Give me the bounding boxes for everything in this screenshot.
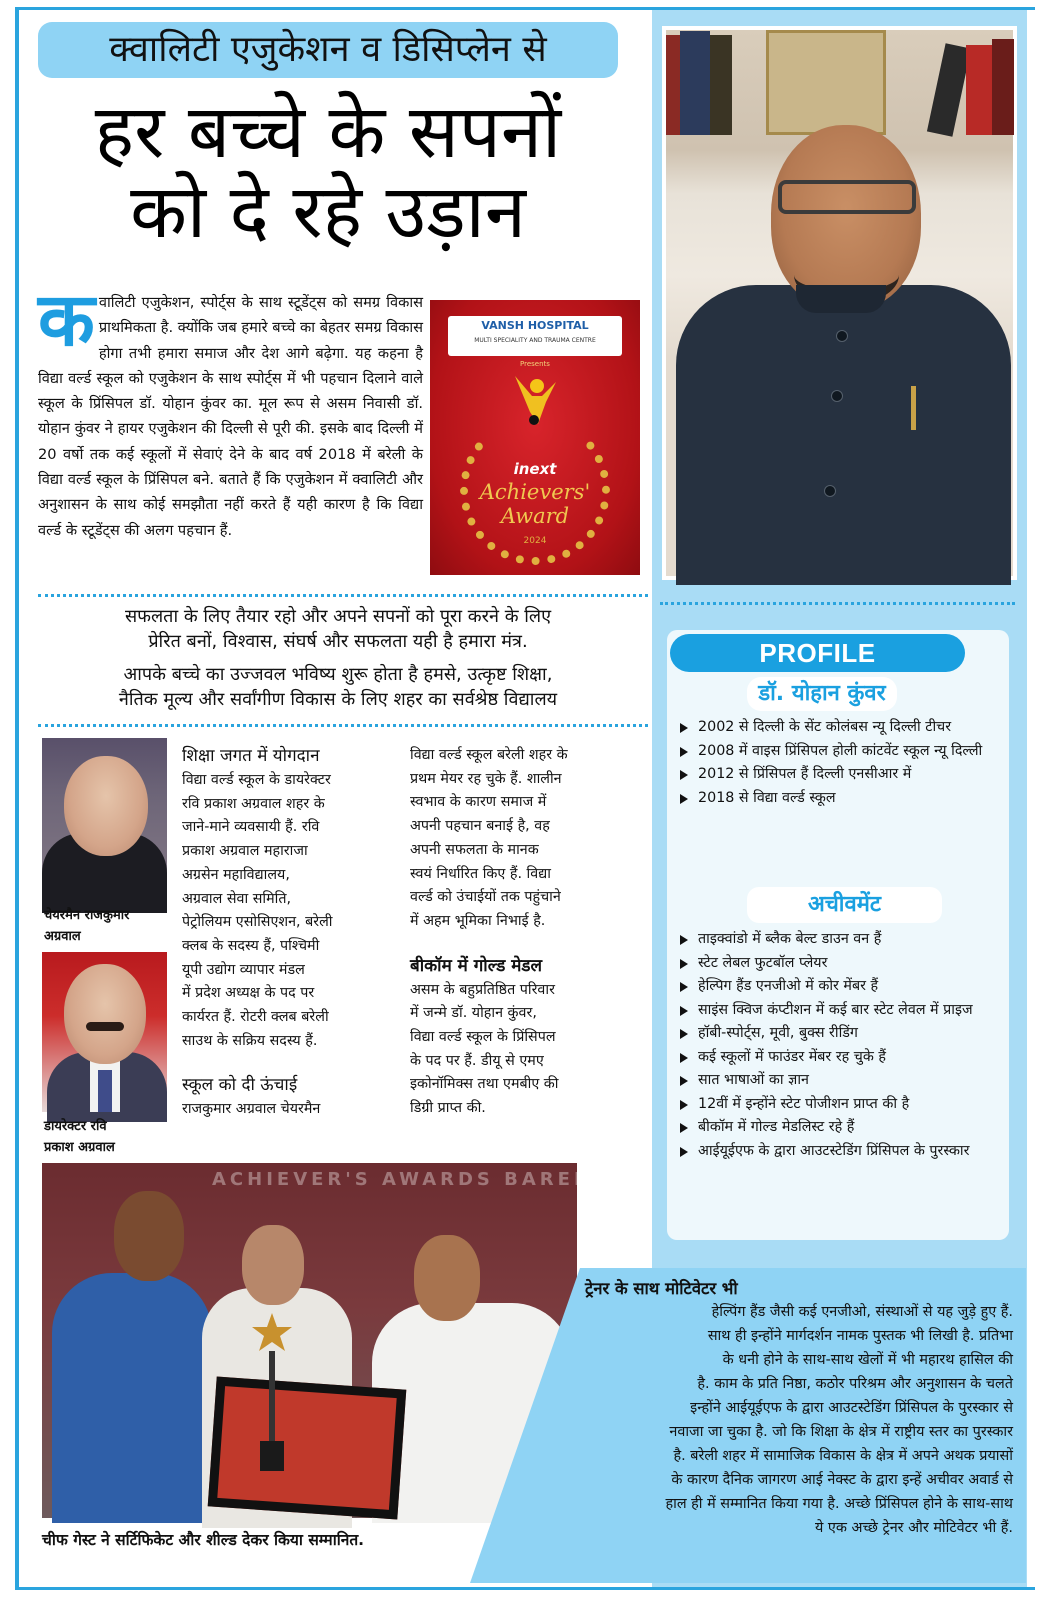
- list-item: कई स्कूलों में फाउंडर मेंबर रह चुके हैं: [678, 1046, 1000, 1070]
- list-item: ताइक्वांडो में ब्लैक बेल्ट डाउन वन हैं: [678, 928, 1000, 952]
- chairman-caption: [44, 905, 129, 947]
- list-item: 2018 से विद्या वर्ल्ड स्कूल: [678, 787, 1000, 811]
- bullet-triangle-icon: [680, 935, 688, 945]
- text-line: साउथ के सक्रिय सदस्य हैं.: [182, 1032, 318, 1049]
- bullet-triangle-icon: [680, 794, 688, 804]
- list-item: बीकॉम में गोल्ड मेडलिस्ट रहे हैं: [678, 1116, 1000, 1140]
- text-line: अग्रवाल सेवा समिति,: [182, 890, 292, 907]
- recipient-head: [114, 1191, 184, 1281]
- text-line: क्लब के सदस्य हैं, पश्चिमी: [182, 937, 320, 954]
- profile-title: PROFILE: [670, 634, 965, 672]
- text-line: नवाजा जा चुका है. जो कि शिक्षा के क्षेत्र में राष्ट्रीय स्तर का पुरस्कार: [669, 1424, 1013, 1440]
- text-line: डिग्री प्राप्त की.: [410, 1100, 486, 1117]
- motto-line-2: प्रेरित बनों, विश्वास, संघर्ष और सफलता यही है हमारा मंत्र.: [148, 631, 528, 652]
- headline-line-2: को दे रहे उड़ान: [130, 169, 526, 255]
- list-item: 12वीं में इन्होंने स्टेट पोजीशन प्राप्त की है: [678, 1093, 1000, 1117]
- bullet-triangle-icon: [680, 1100, 688, 1110]
- pen: [911, 386, 916, 430]
- achievements-title: अचीवमेंट: [747, 887, 942, 923]
- bullet-triangle-icon: [680, 747, 688, 757]
- dotted-divider: [38, 594, 648, 597]
- text-line: साथ ही इन्होंने मार्गदर्शन नामक पुस्तक भी लिखी है. प्रतिभा: [707, 1328, 1013, 1344]
- sponsor-logo: [448, 316, 622, 356]
- text-line: स्वयं निर्धारित किए हैं. विद्या: [410, 865, 551, 882]
- award-brand: inext: [513, 460, 557, 478]
- text-line: में प्रदेश अध्यक्ष के पद पर: [182, 985, 315, 1002]
- bullet-triangle-icon: [680, 959, 688, 969]
- coat-button: [836, 330, 848, 342]
- coat-collar: [796, 285, 886, 313]
- contribution-column: [182, 744, 397, 1122]
- presents-label: Presents: [520, 360, 550, 368]
- bullet-triangle-icon: [680, 1053, 688, 1063]
- bullet-triangle-icon: [680, 1147, 688, 1157]
- text-line: इन्होंने आईयूईएफ के द्वारा आउटस्टेडिंग प्रिंसिपल के पुरस्कार से: [690, 1400, 1013, 1416]
- bookshelf: [666, 30, 1013, 135]
- trainer-text: [493, 1300, 1013, 1540]
- director-caption: [44, 1116, 115, 1158]
- dotted-divider: [38, 724, 648, 727]
- motto-line-1: सफलता के लिए तैयार रहो और अपने सपनों को पूरा करने के लिए: [124, 606, 552, 627]
- bullet-triangle-icon: [680, 1123, 688, 1133]
- text-line: के पद पर हैं. डीयू से एमए: [410, 1052, 544, 1069]
- text-line: इकोनॉमिक्स तथा एमबीए की: [410, 1076, 559, 1093]
- director-photo: [42, 952, 167, 1112]
- top-border-rule: [15, 7, 1035, 10]
- award-title-line-2: Award: [500, 504, 570, 528]
- bullet-triangle-icon: [680, 982, 688, 992]
- star-trophy-icon: [252, 1313, 292, 1473]
- text-line: यूपी उद्योग व्यापार मंडल: [182, 961, 305, 978]
- text-line: में जन्मे डॉ. योहान कुंवर,: [410, 1005, 537, 1022]
- text-line: स्वभाव के कारण समाज में: [410, 794, 547, 811]
- chairman-photo: [42, 738, 167, 901]
- tagline-line-2: नैतिक मूल्य और सर्वांगीण विकास के लिए शहर का सर्वश्रेष्ठ विद्यालय: [118, 689, 558, 710]
- award-title: [430, 480, 640, 528]
- list-item: 2002 से दिल्ली के सेंट कोलंबस न्यू दिल्ली टीचर: [678, 716, 1000, 740]
- achievers-award-image: [430, 300, 640, 575]
- motto-quote: [38, 604, 638, 654]
- intro-paragraph: [38, 277, 423, 543]
- award-title-line-1: Achievers': [479, 480, 591, 504]
- text-line: है. काम के प्रति निष्ठा, कठोर परिश्रम और अनुशासन के चलते: [697, 1376, 1013, 1392]
- text-line: ये एक अच्छे ट्रेनर और मोटिवेटर भी हैं.: [814, 1520, 1013, 1536]
- text-line: है. बरेली शहर में सामाजिक विकास के क्षेत्र में अपने अथक प्रयासों: [673, 1448, 1013, 1464]
- subheading-school-height: स्कूल को दी ऊंचाई: [182, 1075, 298, 1096]
- text-line: जाने-माने व्यवसायी हैं. रवि: [182, 819, 320, 836]
- school-tagline: [38, 662, 638, 712]
- director-caption-line-1: डायरेक्टर रवि: [44, 1119, 107, 1134]
- list-item: हेल्पिग हैंड एनजीओ में कोर मेंबर हैं: [678, 975, 1000, 999]
- award-year: 2024: [523, 536, 547, 546]
- text-line: विद्या वर्ल्ड स्कूल के प्रिंसिपल: [410, 1029, 556, 1046]
- subheading-contribution: शिक्षा जगत में योगदान: [182, 746, 320, 766]
- main-headline: [38, 89, 618, 255]
- bullet-triangle-icon: [680, 1006, 688, 1016]
- coat-button: [824, 485, 836, 497]
- sponsor-subtitle: MULTI SPECIALITY AND TRAUMA CENTRE: [474, 337, 596, 344]
- list-item: सात भाषाओं का ज्ञान: [678, 1069, 1000, 1093]
- gold-medal-column: [410, 744, 630, 1121]
- list-item: आईयूईएफ के द्वारा आउटस्टेडिंग प्रिंसिपल के पुरस्कार: [678, 1140, 1000, 1164]
- text-line: अपनी पहचान बनाई है, वह: [410, 818, 550, 835]
- glasses: [778, 180, 916, 214]
- drop-cap: क: [38, 277, 95, 363]
- chairman-caption-line-1: चेयरमैन राजकुमार: [44, 908, 130, 923]
- bullet-triangle-icon: [680, 1076, 688, 1086]
- sponsor-name: VANSH HOSPITAL: [481, 319, 589, 332]
- guest-head: [242, 1225, 304, 1305]
- intro-text: वालिटी एजुकेशन, स्पोर्ट्स के साथ स्टूडेंट्स को समग्र विकास प्राथमिकता है. क्योंकि जब हमारे बच्चे का बेहतर समग्र विकास होगा तभी हमारा समाज और देश आगे बढ़ेगा. यह कहना है विद्या वर्ल्ड स्कूल को एजुकेशन के साथ स्पोर्ट्स में भी पहचान दिलाने वाले स्कूल के प्रिंसिपल डॉ. योहान कुंवर का. मूल रूप से असम निवासी डॉ. योहान कुंवर ने हायर एजुकेशन की दिल्ली से पूरी की. इसके बाद दिल्ली में 20 वर्षो तक कई स्कूलों में सेवाएं देने के बाद वर्ष 2018 में बरेली के विद्या वर्ल्ड स्कूल के प्रिंसिपल बने. बताते हैं कि एजुकेशन में क्वालिटी और अनुशासन के साथ कोई समझौता नहीं करते हैं यही कारण है कि विद्या वर्ल्ड के स्टूडेंट्स की अलग पहचान हैं.: [38, 294, 423, 539]
- dotted-divider: [660, 602, 1015, 605]
- list-item: 2012 से प्रिंसिपल हैं दिल्ली एनसीआर में: [678, 763, 1000, 787]
- text-line: अपनी सफलता के मानक: [410, 841, 539, 858]
- list-item: साइंस क्विज कंप्टीशन में कई बार स्टेट लेवल में प्राइज: [678, 999, 1000, 1023]
- director-caption-line-2: प्रकाश अग्रवाल: [44, 1140, 115, 1155]
- text-line: हाल ही में सम्मानित किया गया है. अच्छे प्रिंसिपल होने के साथ-साथ: [665, 1496, 1013, 1512]
- text-line: के धनी होने के साथ-साथ खेलों में भी महारथ हासिल की: [722, 1352, 1013, 1368]
- headline-line-1: हर बच्चे के सपनों: [94, 89, 562, 175]
- text-line: प्रकाश अग्रवाल महाराजा: [182, 843, 308, 860]
- certificate-frame: [208, 1377, 407, 1520]
- chairman-caption-line-2: अग्रवाल: [44, 929, 81, 944]
- text-line: कार्यरत हैं. रोटरी क्लब बरेली: [182, 1009, 329, 1026]
- list-item: 2008 में वाइस प्रिंसिपल होली कांटवेंट स्कूल न्यू दिल्ली: [678, 740, 1000, 764]
- bullet-triangle-icon: [680, 723, 688, 733]
- text-line: पेट्रोलियम एसोसिएशन, बरेली: [182, 914, 333, 931]
- list-item: हॉबी-स्पोर्ट्स, मूवी, बुक्स रीडिंग: [678, 1022, 1000, 1046]
- subheading-gold-medal: बीकॉम में गोल्ड मेडल: [410, 955, 543, 976]
- achievements-list: [678, 928, 1000, 1163]
- trainer-heading: ट्रेनर के साथ मोटिवेटर भी: [585, 1279, 738, 1298]
- text-line: प्रथम मेयर रह चुके हैं. शालीन: [410, 770, 562, 787]
- recipient-suit: [52, 1273, 212, 1523]
- bullet-triangle-icon: [680, 770, 688, 780]
- event-banner: ACHIEVER'S AWARDS BAREILLY: [212, 1169, 630, 1190]
- text-line: असम के बहुप्रतिष्ठित परिवार: [410, 981, 555, 998]
- tagline-line-1: आपके बच्चे का उज्जवल भविष्य शुरू होता है हमसे, उत्कृष्ट शिक्षा,: [123, 664, 553, 685]
- text-line: विद्या वर्ल्ड स्कूल बरेली शहर के: [410, 747, 568, 763]
- host-head: [414, 1235, 480, 1321]
- text-line: अग्रसेन महाविद्यालय,: [182, 866, 290, 883]
- text-line: के कारण दैनिक जागरण आई नेक्स्ट के द्वारा इन्हें अचीवर अवार्ड से: [671, 1472, 1013, 1488]
- career-list: [678, 716, 1000, 810]
- bottom-border-rule: [15, 1587, 1035, 1590]
- text-line: राजकुमार अग्रवाल चेयरमैन: [182, 1101, 321, 1118]
- photo-caption: चीफ गेस्ट ने सर्टिफिकेट और शील्ड देकर किया सम्मानित.: [42, 1531, 365, 1549]
- list-item: स्टेट लेबल फुटबॉल प्लेयर: [678, 952, 1000, 976]
- text-line: में अहम भूमिका निभाई है.: [410, 912, 546, 929]
- text-line: वर्ल्ड को उंचाईयों तक पहुंचाने: [410, 889, 561, 906]
- coat-button: [831, 390, 843, 402]
- profile-name: डॉ. योहान कुंवर: [747, 677, 897, 711]
- text-line: विद्या वर्ल्ड स्कूल के डायरेक्टर: [182, 772, 331, 788]
- bullet-triangle-icon: [680, 1029, 688, 1039]
- kicker-headline: क्वालिटी एजुकेशन व डिसिप्लेन से: [38, 22, 618, 78]
- text-line: रवि प्रकाश अग्रवाल शहर के: [182, 795, 325, 812]
- principal-portrait: [662, 26, 1017, 580]
- text-line: हेल्पिंग हैंड जैसी कई एनजीओ, संस्थाओं से यह जुड़े हुए हैं.: [711, 1304, 1013, 1320]
- left-border-rule: [15, 7, 19, 1587]
